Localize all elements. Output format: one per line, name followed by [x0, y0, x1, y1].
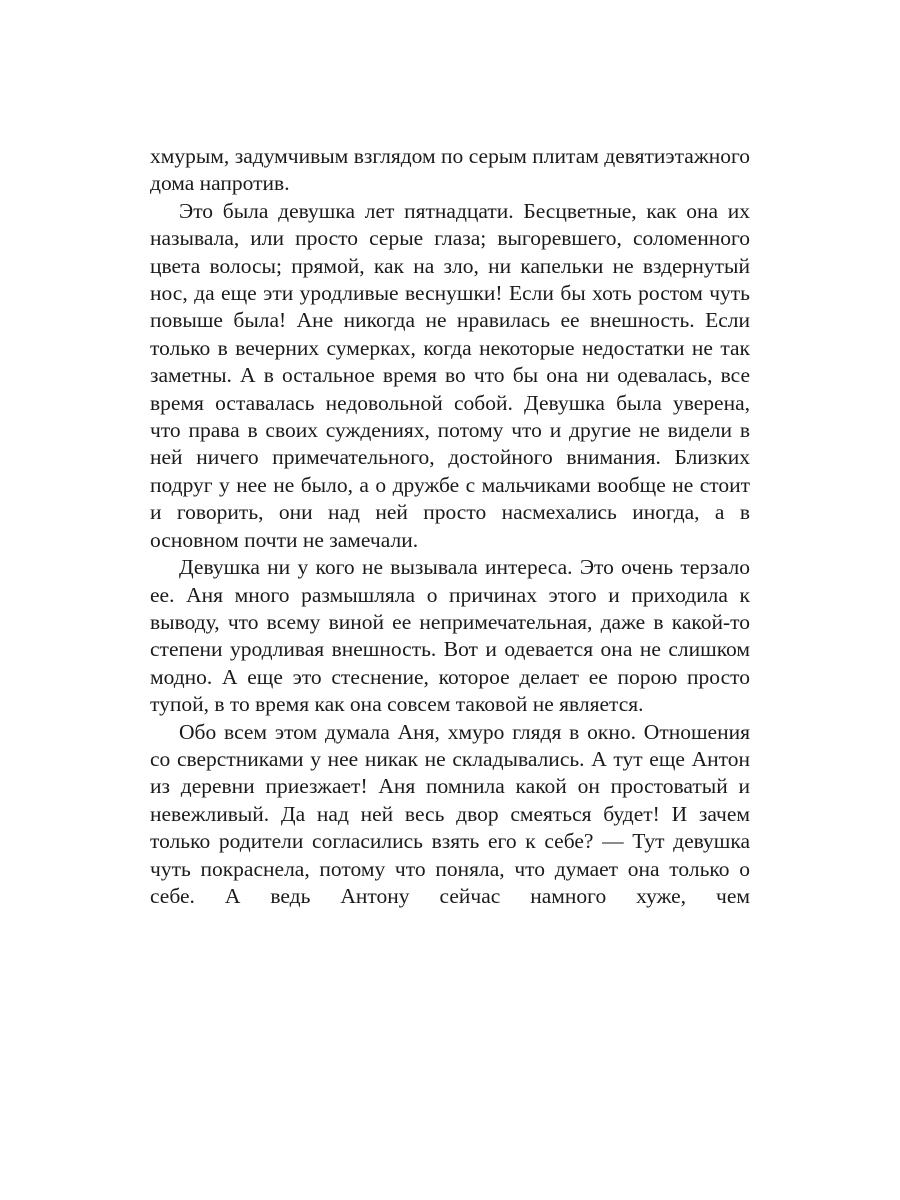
paragraph-1: хмурым, задумчивым взглядом по серым плитам девятиэтажного дома напротив. — [150, 144, 750, 196]
book-page — [150, 143, 750, 910]
paragraph-3: Девушка ни у кого не вызывала интереса. Это очень терзало ее. Аня много размышляла о причинах этого и приходила к выводу, что всему виной ее непримечательная, даже в какой-то степени уродливая внешность. Вот и одевается она не слишком модно. А еще это стеснение, которое делает ее порою просто тупой, в то время как она совсем таковой не является. — [150, 555, 750, 717]
paragraph-4: Обо всем этом думала Аня, хмуро глядя в окно. Отношения со сверстниками у нее никак не складывались. А тут еще Антон из деревни приезжает! Аня помнила какой он простоватый и невежливый. Да над ней весь двор смеяться будет! И зачем только родители согласились взять его к себе? — Тут девушка чуть покраснела, потому что поняла, что думает она только о себе. А ведь Антону сейчас намного хуже, чем — [150, 719, 750, 908]
paragraph-2: Это была девушка лет пятнадцати. Бесцветные, как она их называла, или просто серые глаза; выгоревшего, соломенного цвета волосы; прямой, как на зло, ни капельки не вздернутый нос, да еще эти уродливые веснушки! Если бы хоть ростом чуть повыше была! Ане никогда не нравилась ее внешность. Если только в вечерних сумерках, когда некоторые недостатки не так заметны. А в остальное время во что бы она ни одевалась, все время оставалась недовольной собой. Девушка была уверена, что права в своих суждениях, потому что и другие не видели в ней ничего примечательного, достойного внимания. Близких подруг у нее не было, а о дружбе с мальчиками вообще не стоит и говорить, они над ней просто насмехались иногда, а в основном почти не замечали. — [150, 198, 750, 552]
